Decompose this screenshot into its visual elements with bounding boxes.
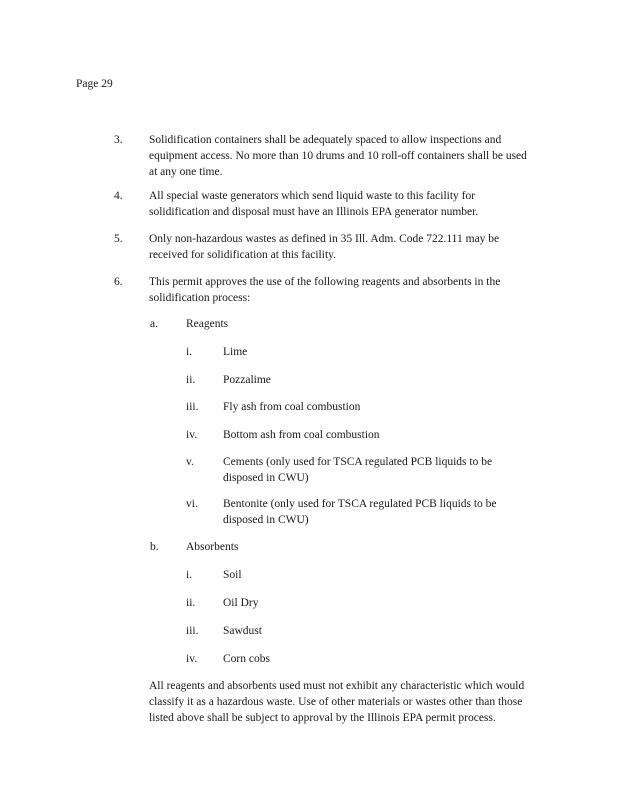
reagent-item: Pozzalime <box>223 374 271 386</box>
absorbents-title: Absorbents <box>186 541 239 553</box>
reagent-item: Cements (only used for TSCA regulated PCB liquids to be disposed in CWU) <box>223 456 493 484</box>
absorbent-number: i. <box>186 569 193 581</box>
reagents-title: Reagents <box>186 318 229 330</box>
absorbent-item: Sawdust <box>223 625 262 637</box>
item-4-number: 4. <box>114 190 123 202</box>
absorbent-number: iii. <box>186 625 199 637</box>
reagent-number: ii. <box>186 374 196 386</box>
item-6-number: 6. <box>114 276 123 288</box>
item-5-number: 5. <box>114 233 123 245</box>
item-3-number: 3. <box>114 134 123 146</box>
reagent-number: i. <box>186 346 193 358</box>
reagents-letter: a. <box>150 318 158 330</box>
item-4-text: All special waste generators which send liquid waste to this facility for solidification and disposal must have an Illinois EPA generator number. <box>149 190 479 218</box>
item-6-text: This permit approves the use of the following reagents and absorbents in the solidification process: <box>149 276 501 304</box>
reagent-number: iv. <box>186 429 198 441</box>
absorbent-item: Oil Dry <box>223 597 259 609</box>
absorbent-item: Soil <box>223 569 242 581</box>
reagent-item: Fly ash from coal combustion <box>223 401 361 413</box>
reagent-number: vi. <box>186 498 198 510</box>
absorbent-number: ii. <box>186 597 196 609</box>
item-5-text: Only non-hazardous wastes as defined in 35 Ill. Adm. Code 722.111 may be received for solidification at this facility. <box>149 233 500 261</box>
closing-paragraph: All reagents and absorbents used must not exhibit any characteristic which would classify it as a hazardous waste. Use of other materials or wastes other than those listed above shall be subject to approval by the Illinois EPA permit process. <box>149 680 525 724</box>
reagent-item: Bentonite (only used for TSCA regulated PCB liquids to be disposed in CWU) <box>223 498 497 526</box>
reagent-item: Bottom ash from coal combustion <box>223 429 380 441</box>
absorbent-item: Corn cobs <box>223 653 270 665</box>
absorbents-letter: b. <box>150 541 159 553</box>
reagent-number: iii. <box>186 401 199 413</box>
reagent-item: Lime <box>223 346 248 358</box>
item-3-text: Solidification containers shall be adequately spaced to allow inspections and equipment access. No more than 10 drums and 10 roll-off containers shall be used at any one time. <box>149 134 527 178</box>
page-number: Page 29 <box>76 78 113 90</box>
absorbent-number: iv. <box>186 653 198 665</box>
reagent-number: v. <box>186 456 194 468</box>
